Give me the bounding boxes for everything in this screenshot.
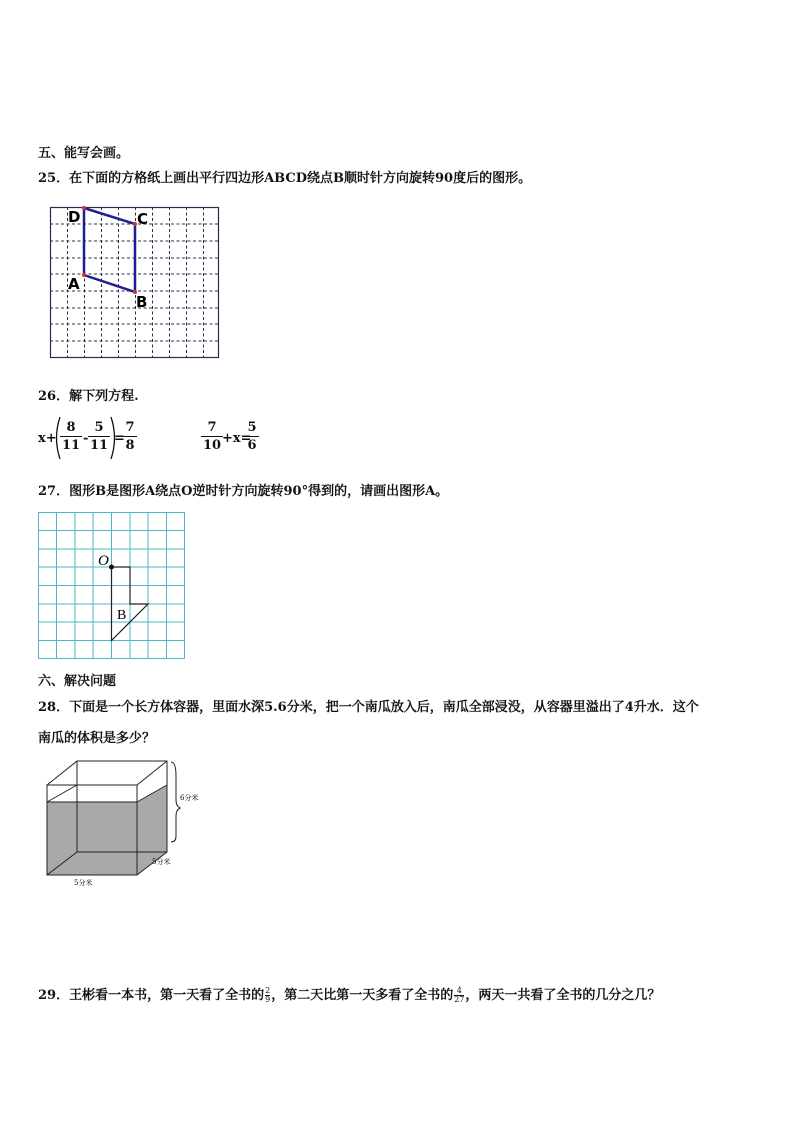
q29-fraction-2: $\frac{4}{27}$ bbox=[454, 986, 465, 1004]
depth-label: 5分米 bbox=[152, 858, 171, 866]
q27-grid-figure bbox=[36, 510, 188, 662]
height-brace bbox=[171, 762, 180, 842]
label-o: O bbox=[98, 553, 109, 569]
label-b-shape: B bbox=[117, 608, 127, 623]
question-27-text: 27．图形B是图形A绕点O逆时针方向旋转90°得到的，请画出图形A。 bbox=[38, 484, 449, 499]
point-o bbox=[109, 565, 114, 570]
eq1-result-fraction: 7 8 bbox=[123, 419, 137, 454]
question-28-line-1: 28．下面是一个长方体容器，里面水深5.6分米，把一个南瓜放入后，南瓜全部浸没，从容器里溢出了4升水．这个 bbox=[38, 700, 699, 715]
question-28-line-2: 南瓜的体积是多少？ bbox=[38, 731, 156, 746]
eq1-minus: - bbox=[83, 431, 89, 446]
eq1-lead: x+ bbox=[38, 431, 57, 446]
point-d bbox=[82, 206, 86, 210]
section-5-title: 五、能写会画。 bbox=[38, 146, 130, 161]
parallelogram-abcd bbox=[84, 208, 135, 292]
eq1-equals: = bbox=[114, 431, 125, 446]
q29-part-1: 29．王彬看一本书，第一天看了全书的 bbox=[38, 988, 265, 1003]
eq1-fraction-1: 8 11 bbox=[61, 420, 81, 453]
eq1-fraction-2: 5 11 bbox=[89, 420, 109, 453]
eq2-mid: +x= bbox=[222, 431, 252, 446]
q29-part-2: ，第二天比第一天多看了全书的 bbox=[271, 988, 454, 1003]
q25-grid-figure bbox=[40, 202, 230, 364]
point-a bbox=[82, 273, 86, 277]
eq2-result-fraction: 5 6 bbox=[245, 419, 259, 454]
label-d: D bbox=[68, 208, 81, 226]
eq2-fraction-1: 7 10 bbox=[202, 420, 222, 453]
label-a: A bbox=[68, 275, 80, 293]
q28-container-figure bbox=[40, 756, 220, 892]
q29-fraction-1: $\frac{2}{9}$ bbox=[265, 986, 271, 1004]
section-6-title: 六、解决问题 bbox=[38, 674, 117, 689]
height-label: 6分米 bbox=[180, 794, 199, 802]
question-26-text: 26．解下列方程. bbox=[38, 389, 139, 404]
q29-part-3: ，两天一共看了全书的几分之几？ bbox=[465, 988, 661, 1003]
label-b: B bbox=[136, 293, 148, 311]
question-25-text: 25．在下面的方格纸上画出平行四边形ABCD绕点B顺时针方向旋转90度后的图形。 bbox=[38, 171, 532, 186]
label-c: C bbox=[137, 210, 149, 228]
question-29-text bbox=[38, 984, 660, 1004]
width-label: 5分米 bbox=[74, 879, 93, 887]
